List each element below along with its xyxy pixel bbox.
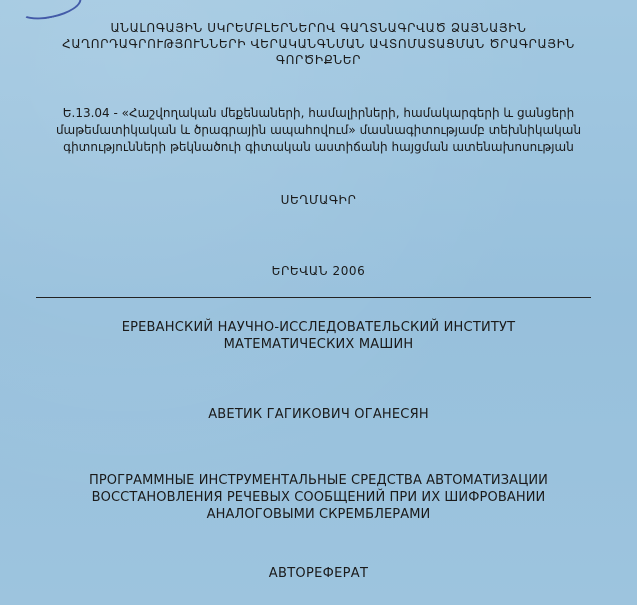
- armenian-city-year: ԵՐԵՎԱՆ 2006: [271, 264, 366, 278]
- horizontal-divider: [36, 297, 591, 298]
- russian-institute-line: МАТЕМАТИЧЕСКИХ МАШИН: [223, 337, 414, 352]
- russian-title-line: ПРОГРАММНЫЕ ИНСТРУМЕНТАЛЬНЫЕ СРЕДСТВА АВТОМАТИЗАЦИИ: [88, 473, 548, 488]
- russian-title-block: [0, 472, 637, 523]
- russian-author-name: АВЕТИК ГАГИКОВИЧ ОГАНЕСЯН: [208, 407, 429, 422]
- armenian-specialty-block: [0, 105, 637, 156]
- russian-title-line: ВОССТАНОВЛЕНИЯ РЕЧЕВЫХ СООБЩЕНИЙ ПРИ ИХ ШИФРОВАНИИ: [91, 490, 546, 505]
- armenian-abstract-label: ՍԵՂՄԱԳԻՐ: [280, 193, 357, 207]
- russian-institute-block: [0, 319, 637, 353]
- armenian-title-line: ՀԱՂՈՐԴԱԳՐՈՒԹՅՈՒՆՆԵՐԻ ՎԵՐԱԿԱՆԳՆՄԱՆ ԱՎՏՈՄԱՏԱՑՄԱՆ ԾՐԱԳՐԱՅԻՆ: [62, 37, 575, 51]
- armenian-specialty-line: գիտությունների թեկնածուի գիտական աստիճանի հայցման ատենախոսության: [63, 140, 574, 154]
- russian-institute-line: ЕРЕВАНСКИЙ НАУЧНО-ИССЛЕДОВАТЕЛЬСКИЙ ИНСТИТУТ: [121, 320, 516, 335]
- armenian-title-line: ԱՆԱԼՈԳԱՅԻՆ ՍԿՐԵՄԲԼԵՐՆԵՐՈՎ ԳԱՂՏՆԱԳՐՎԱԾ ՁԱՅՆԱՅԻՆ: [110, 21, 527, 35]
- russian-abstract-label: АВТОРЕФЕРАТ: [268, 566, 369, 581]
- armenian-title-block: [0, 20, 637, 68]
- armenian-title-line: ԳՈՐԾԻՔՆԵՐ: [275, 53, 362, 67]
- russian-title-line: АНАЛОГОВЫМИ СКРЕМБЛЕРАМИ: [206, 507, 431, 522]
- armenian-specialty-line: մաթեմատիկական և ծրագրային ապահովում» մասնագիտությամբ տեխնիկական: [55, 123, 582, 137]
- armenian-specialty-line: Ե.13.04 - «Հաշվողական մեքենաների, համալիրների, համակարգերի և ցանցերի: [62, 106, 575, 120]
